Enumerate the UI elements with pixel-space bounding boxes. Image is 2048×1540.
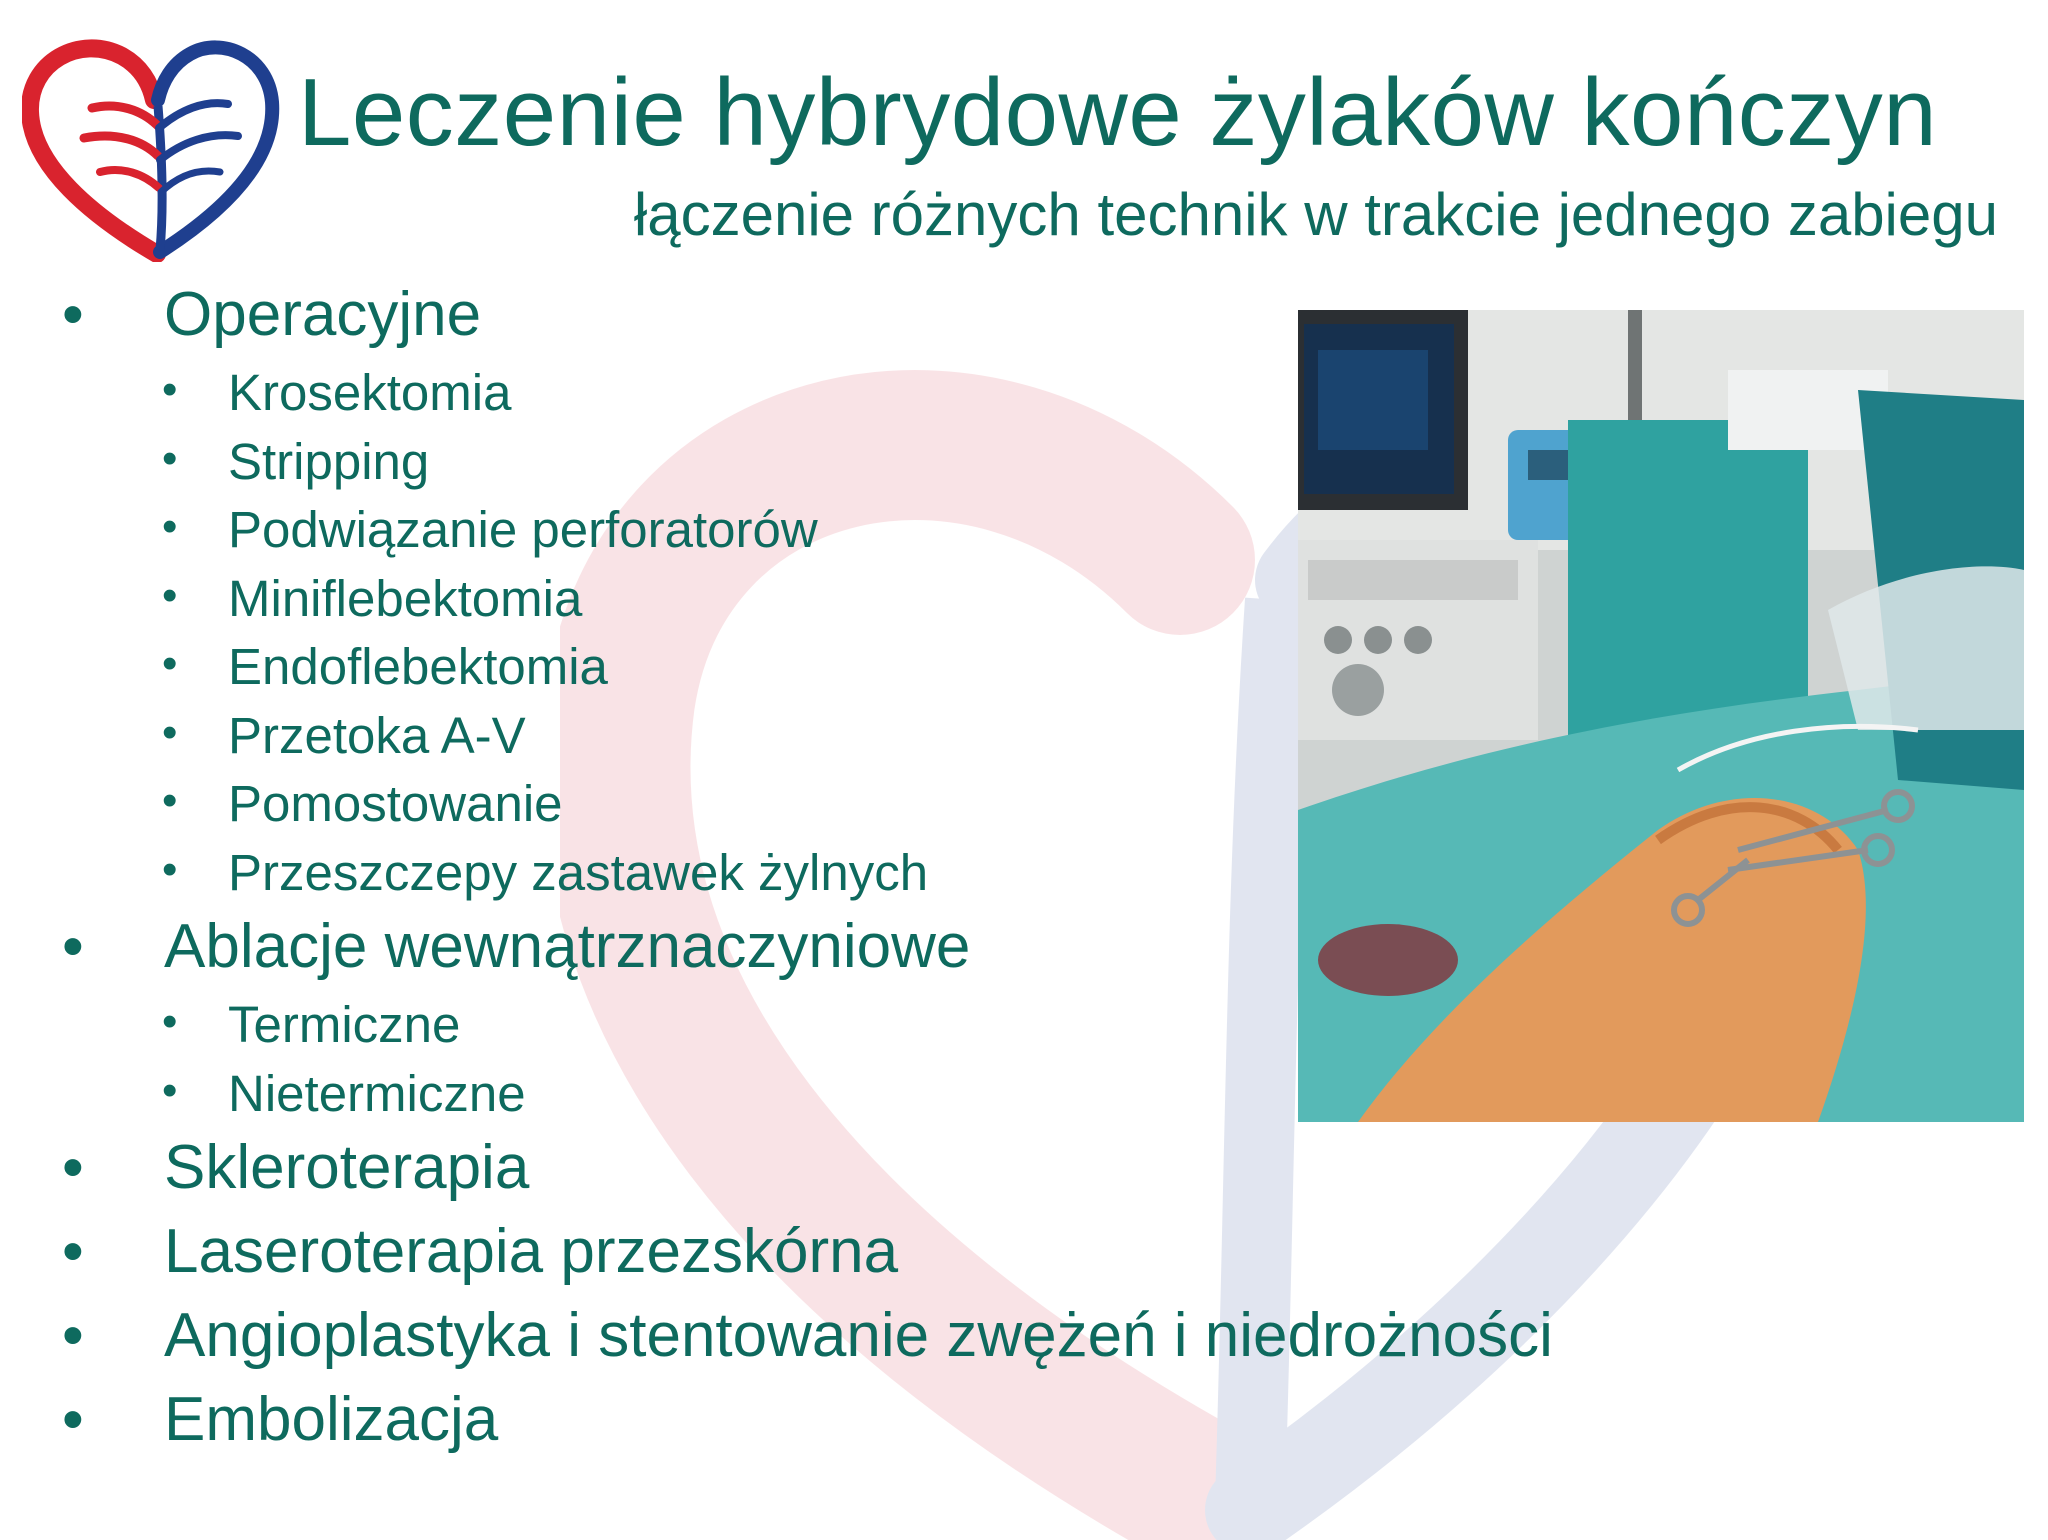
- bullet-icon: •: [162, 1065, 178, 1115]
- bullet-text: Termiczne: [228, 996, 461, 1053]
- bullet-icon: •: [62, 912, 84, 981]
- bullet-text: Embolizacja: [164, 1385, 499, 1454]
- bullet-text: Skleroterapia: [164, 1133, 530, 1202]
- bullet-icon: •: [62, 1301, 84, 1370]
- bullet-text: Laseroterapia przezskórna: [164, 1217, 899, 1286]
- bullet-icon: •: [162, 365, 178, 414]
- bullet-icon: •: [162, 570, 178, 620]
- bullet-icon: •: [62, 1133, 84, 1202]
- bullet-text: Podwiązanie perforatorów: [228, 501, 818, 558]
- bullet-text: Nietermiczne: [228, 1064, 526, 1122]
- bullet-text: Krosektomia: [228, 364, 512, 421]
- bullet-text: Angioplastyka i stentowanie zwężeń i niedrożności: [164, 1301, 1553, 1370]
- bullet-text: Pomostowanie: [228, 775, 563, 832]
- bullet-item: [0, 1212, 1720, 1296]
- bullet-icon: •: [162, 844, 178, 894]
- slide-subtitle: łączenie różnych technik w trakcie jednego zabiegu: [633, 181, 1998, 248]
- bullet-text: Miniflebektomia: [228, 569, 583, 627]
- bullet-item: [0, 1380, 1720, 1464]
- bullet-item: [0, 1128, 1720, 1212]
- bullet-text: Ablacje wewnątrznaczyniowe: [164, 912, 971, 981]
- bullet-text: Endoflebektomia: [228, 638, 608, 695]
- bullet-icon: •: [62, 280, 84, 349]
- bullet-icon: •: [162, 639, 178, 688]
- bullet-icon: •: [162, 502, 178, 551]
- heart-vein-logo-icon: [22, 26, 282, 262]
- bullet-icon: •: [162, 433, 178, 483]
- bullet-text: Stripping: [228, 432, 430, 490]
- bullet-icon: •: [62, 1217, 84, 1286]
- bullet-icon: •: [162, 707, 178, 757]
- bullet-icon: •: [62, 1385, 84, 1454]
- bullet-item: [0, 1296, 1720, 1380]
- slide-title: Leczenie hybrydowe żylaków kończyn: [298, 59, 1938, 166]
- bullet-text: Przetoka A-V: [228, 706, 526, 764]
- surgery-photo-illustration: [1298, 310, 2024, 1122]
- bullet-icon: •: [162, 776, 178, 825]
- bullet-text: Operacyjne: [164, 280, 482, 349]
- bullet-icon: •: [162, 997, 178, 1046]
- surgery-photo: [1298, 310, 2024, 1122]
- bullet-text: Przeszczepy zastawek żylnych: [228, 843, 929, 901]
